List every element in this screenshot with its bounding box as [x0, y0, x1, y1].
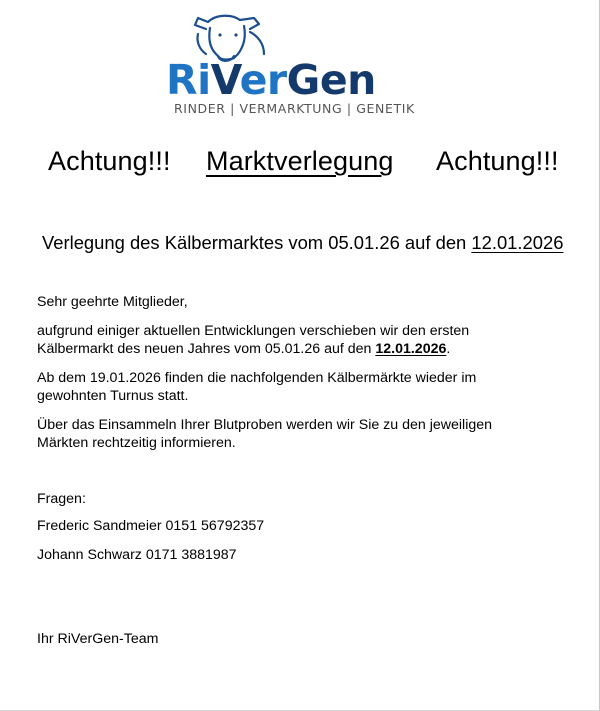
paragraph1-line1: aufgrund einiger aktuellen Entwicklungen verschieben wir den ersten [37, 323, 470, 339]
paragraph2-line1: Ab dem 19.01.2026 finden die nachfolgenden Kälbermärkte wieder im [37, 370, 477, 386]
paragraph1-line2-prefix: Kälbermarkt des neuen Jahres vom 05.01.26 auf den [37, 341, 376, 357]
signature: Ihr RiVerGen-Team [37, 631, 159, 647]
headline [0, 146, 600, 186]
contact-line: Johann Schwarz 0171 3881987 [37, 547, 237, 563]
subheading-date: 12.01.2026 [471, 232, 564, 253]
subheading [42, 232, 594, 254]
logo-wordmark-g: G [286, 56, 320, 104]
headline-right: Achtung!!! [436, 146, 559, 176]
headline-title: Marktverlegung [206, 146, 394, 176]
svg-text:RiVerGen [166, 56, 376, 104]
headline-left: Achtung!!! [48, 146, 171, 176]
paragraph3-line2: Märkten rechtzeitig informieren. [37, 435, 236, 451]
paragraph1-new-date: 12.01.2026 [375, 341, 447, 357]
subheading-text: Verlegung des Kälbermarktes vom 05.01.26 auf den [42, 232, 472, 253]
rivergen-logo [160, 10, 460, 122]
greeting: Sehr geehrte Mitglieder, [37, 294, 188, 310]
questions-heading: Fragen: [37, 491, 86, 507]
paragraph1-line2-suffix: . [446, 341, 451, 357]
paragraph1-line2 [37, 340, 577, 358]
contact-line: Frederic Sandmeier 0151 56792357 [37, 518, 265, 534]
logo-wordmark-ri: Ri [166, 56, 211, 104]
logo-wordmark-en: en [319, 56, 376, 104]
logo-wordmark-er: er [239, 56, 287, 104]
paragraph3-line1: Über das Einsammeln Ihrer Blutproben werden wir Sie zu den jeweiligen [37, 417, 493, 433]
logo-tagline: RINDER | VERMARKTUNG | GENETIK [174, 101, 415, 116]
paragraph2-line2: gewohnten Turnus statt. [37, 388, 189, 404]
cow-head-icon [195, 16, 264, 61]
rivergen-logo-graphic [160, 10, 460, 122]
logo-wordmark-v: V [210, 56, 240, 104]
